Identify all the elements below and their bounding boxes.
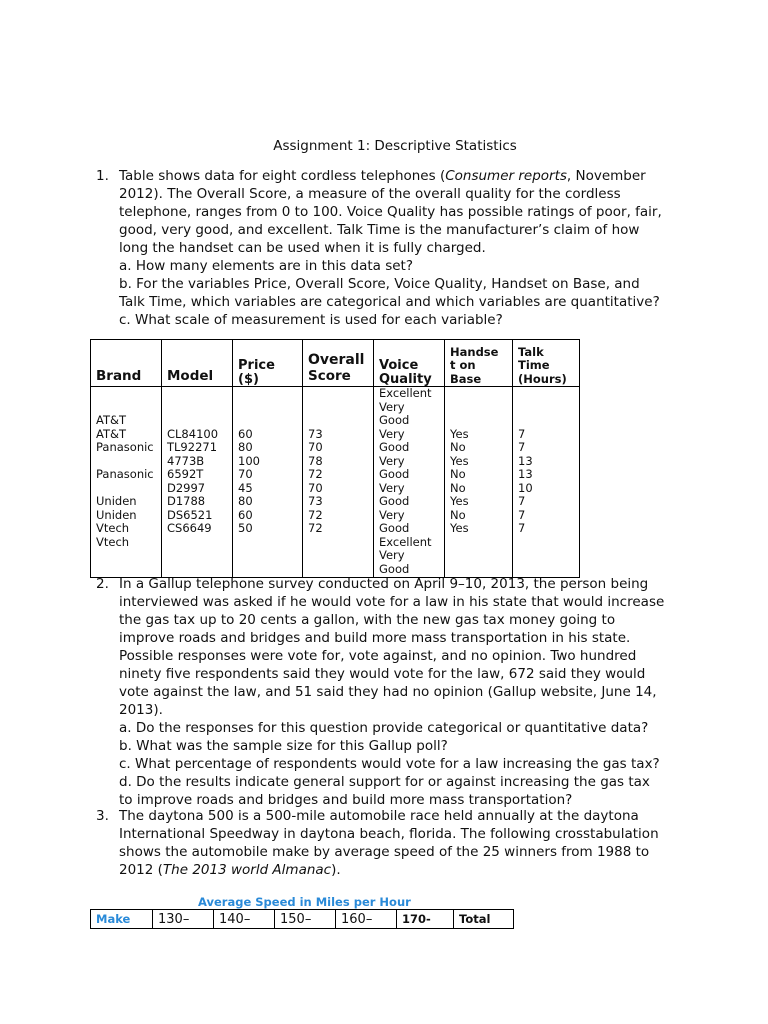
header-talk-time [513,340,580,387]
header-price [233,340,303,387]
header-line: Handse [450,344,499,359]
question-line [119,167,679,185]
speed-table-caption: Average Speed in Miles per Hour [198,895,411,909]
speed-crosstab-table [90,909,514,929]
text-segment: Table shows data for eight cordless telephones ( [119,168,446,184]
voice-quality-cell: Excellent Very Good Very Good Very Good Very Good Very Good Excellent Very Good [374,387,445,578]
header-handset-on-base [445,340,513,387]
sub-question: c. What scale of measurement is used for each variable? [119,312,503,328]
header-line: Time [518,358,550,372]
sub-question: d. Do the results indicate general support for or against increasing the gas tax [119,774,650,790]
header-range-150: 150– [275,910,336,929]
question-line: vote against the law, and 51 said they had no opinion (Gallup website, June 14, [119,684,657,700]
sub-question: b. For the variables Price, Overall Score, Voice Quality, Handset on Base, and [119,276,640,292]
header-line: ($) [238,371,259,387]
cordless-phone-table [90,339,580,578]
question-line: shows the automobile make by average speed of the 25 winners from 1988 to [119,844,650,860]
question-line: In a Gallup telephone survey conducted on April 9–10, 2013, the person being [119,576,649,592]
page-title: Assignment 1: Descriptive Statistics [273,138,517,154]
question-text [119,807,679,879]
header-line: Score [308,368,351,384]
table-header-row [91,910,514,929]
header-line: (Hours) [518,371,567,386]
brand-cell: AT&T AT&T Panasonic Panasonic Uniden Uniden Vtech Vtech [91,387,162,578]
header-total: Total [454,910,514,929]
sub-question: c. What percentage of respondents would vote for a law increasing the gas tax? [119,756,660,772]
question-number: 1. [96,168,109,184]
question-line: The daytona 500 is a 500-mile automobile race held annually at the daytona [119,808,639,824]
header-overall-score [303,340,374,387]
sub-question: a. How many elements are in this data set? [119,258,413,274]
sub-question: a. Do the responses for this question provide categorical or quantitative data? [119,720,649,736]
text-segment: 2012 ( [119,862,163,878]
table-header-row [91,340,580,387]
header-line: Voice [379,358,419,373]
header-line: Price [238,358,275,373]
text-segment: ). [331,862,341,878]
header-voice-quality [374,340,445,387]
question-line: 2012). The Overall Score, a measure of the overall quality for the cordless [119,186,621,202]
question-line: improve roads and bridges and build more mass transportation in his state. [119,630,631,646]
question-line [119,861,679,879]
header-model: Model [162,340,233,387]
sub-question: to improve roads and bridges and build more mass transportation? [119,792,573,808]
header-line: Overall [308,352,365,368]
question-text [119,167,679,329]
overall-score-cell: 73 70 78 72 70 73 72 72 [303,387,374,578]
question-line: International Speedway in daytona beach, florida. The following crosstabulation [119,826,659,842]
sub-question: b. What was the sample size for this Gallup poll? [119,738,448,754]
header-range-140: 140– [214,910,275,929]
header-range-170: 170- [397,910,454,929]
question-line: telephone, ranges from 0 to 100. Voice Quality has possible ratings of poor, fair, [119,204,662,220]
talk-time-cell: 7 7 13 13 10 7 7 7 [513,387,580,578]
question-line: ninety five respondents said they would vote for the law, 672 said they would [119,666,646,682]
source-title: Consumer reports [445,168,567,184]
text-segment: , November [566,168,646,184]
header-range-160: 160– [336,910,397,929]
header-line: Talk [518,344,544,359]
header-make: Make [91,910,153,929]
question-number: 2. [96,576,109,592]
header-range-130: 130– [153,910,214,929]
question-line: Possible responses were vote for, vote against, and no opinion. Two hundred [119,648,637,664]
handset-on-base-cell: Yes No Yes No No Yes No Yes [445,387,513,578]
question-1 [96,167,696,329]
question-3 [96,807,696,879]
question-line: interviewed was asked if he would vote for a law in his state that would increase [119,594,665,610]
model-cell: CL84100 TL92271 4773B 6592T D2997 D1788 DS6521 CS6649 [162,387,233,578]
question-line: 2013). [119,702,163,718]
source-title: The 2013 world Almanac [162,862,332,878]
header-line: Quality [379,371,432,387]
price-cell: 60 80 100 70 45 80 60 50 [233,387,303,578]
header-brand: Brand [91,340,162,387]
question-2 [96,575,696,809]
header-line: Base [450,371,482,386]
question-line: the gas tax up to 20 cents a gallon, with the new gas tax money going to [119,612,616,628]
question-text [119,575,679,809]
question-number: 3. [96,808,109,824]
question-line: good, very good, and excellent. Talk Time is the manufacturer’s claim of how [119,222,640,238]
question-line: long the handset can be used when it is fully charged. [119,240,486,256]
sub-question: Talk Time, which variables are categorical and which variables are quantitative? [119,294,660,310]
table-row [91,387,580,578]
header-line: t on [450,358,476,372]
